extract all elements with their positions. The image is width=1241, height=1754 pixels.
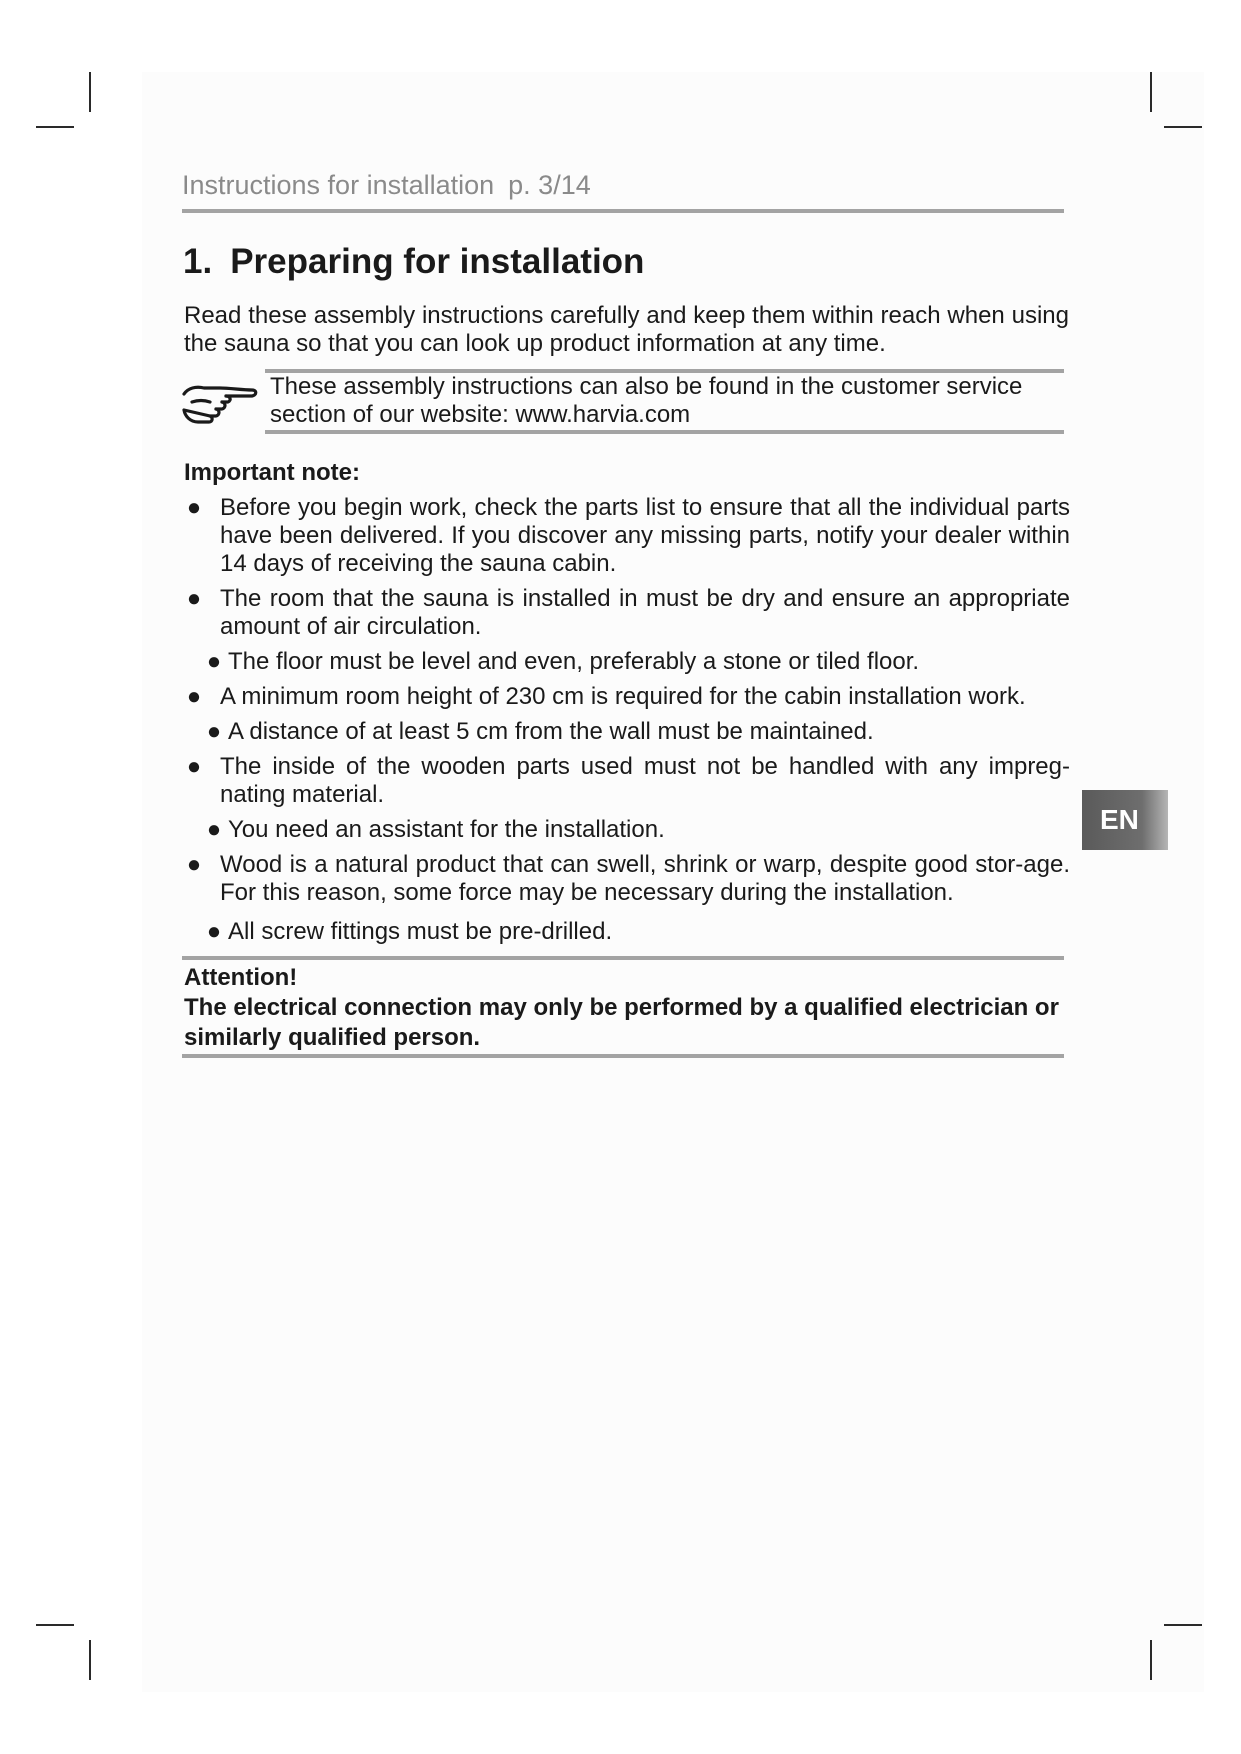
pointing-hand-icon [180,378,260,426]
crop-mark [36,1624,74,1626]
note-bottom-rule [265,430,1064,434]
list-item: ● The room that the sauna is installed in must be dry and ensure an appropriate amount of air circulation. [184,585,1070,641]
bullet-icon: ● [206,648,222,675]
attention-text: The electrical connection may only be performed by a qualified electrician or similarly qualified person. [184,994,1059,1051]
bullet-icon: ● [206,718,222,745]
crop-mark [1150,1640,1152,1680]
header-rule [182,209,1064,213]
list-item: ● The floor must be level and even, preferably a stone or tiled floor. [184,648,1070,676]
important-note-heading: Important note: [184,459,360,486]
list-item: ● All screw fittings must be pre-drilled. [184,918,1070,946]
crop-mark [1164,1624,1202,1626]
running-header [182,170,591,201]
language-tab: EN [1082,790,1168,850]
crop-mark [1164,126,1202,128]
attention-box [184,963,1074,1053]
bullet-icon: ● [206,816,222,843]
running-header-title: Instructions for installation [182,170,495,200]
section-title-text: Preparing for installation [230,242,645,281]
list-item: ● The inside of the wooden parts used must not be handled with any impreg-nating material. [184,753,1070,809]
list-item: ● You need an assistant for the installation. [184,816,1070,844]
list-item: ● Wood is a natural product that can swell, shrink or warp, despite good stor-age. For this reason, some force may be necessary during the installation. [184,851,1070,907]
bullet-icon: ● [186,851,202,878]
intro-paragraph: Read these assembly instructions carefully and keep them within reach when using the sauna so that you can look up product information at any time. [184,302,1069,357]
note-text: These assembly instructions can also be found in the customer service section of our website: www.harvia.com [270,373,1023,428]
list-item: ● Before you begin work, check the parts list to ensure that all the individual parts have been delivered. If you discover any missing parts, notify your dealer within 14 days of receiving the sauna cabin. [184,494,1070,578]
list-item: ● A minimum room height of 230 cm is required for the cabin installation work. [184,683,1070,711]
bullet-icon: ● [186,494,202,521]
crop-mark [36,126,74,128]
attention-top-rule [182,956,1064,960]
section-title [183,242,644,282]
bullet-icon: ● [186,753,202,780]
bullet-icon: ● [186,683,202,710]
section-number: 1. [183,242,213,281]
bullet-icon: ● [186,585,202,612]
attention-bottom-rule [182,1054,1064,1058]
attention-heading: Attention! [184,964,298,991]
crop-mark [1150,72,1152,112]
bullet-icon: ● [206,918,222,945]
crop-mark [89,1640,91,1680]
page-number: p. 3/14 [508,170,591,200]
crop-mark [89,72,91,112]
list-item: ● A distance of at least 5 cm from the wall must be maintained. [184,718,1070,746]
important-note-list [184,494,1070,953]
